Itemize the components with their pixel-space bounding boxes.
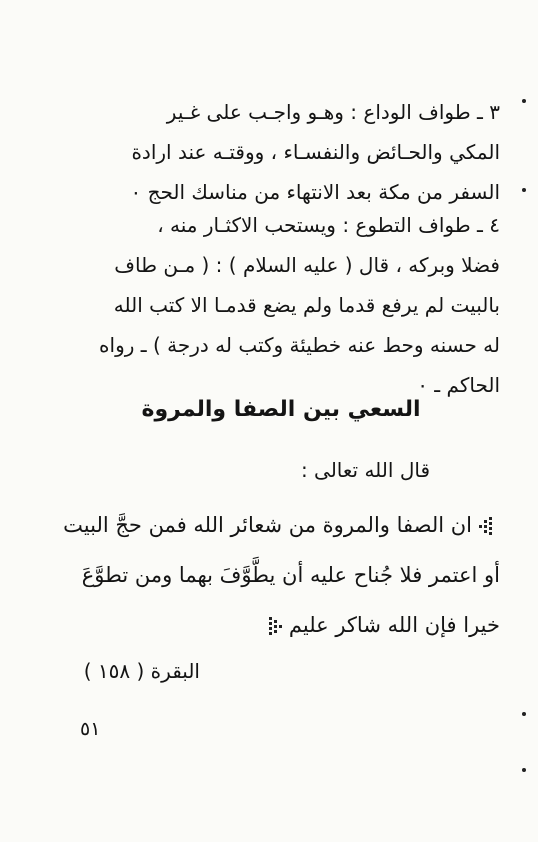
section-heading: السعي بين الصفا والمروة — [141, 397, 421, 422]
verse-line — [63, 600, 500, 650]
verse-text: خيرا فإن الله شاكر عليم — [288, 613, 500, 637]
verse-close-bracket-icon — [267, 614, 283, 640]
paragraph-voluntary-tawaf — [99, 205, 500, 405]
text-line: فضلا وبركه ، قال ( عليه السلام ) : ( مـن طاف — [114, 253, 500, 277]
margin-mark — [522, 768, 526, 772]
margin-mark — [522, 188, 526, 192]
verse-reference: البقرة ( ١٥٨ ) — [83, 659, 200, 683]
text-line: الحاكم ـ ٠ — [417, 373, 500, 397]
text-line: بالبيت لم يرفع قدما ولم يضع قدمـا الا كتب الله — [113, 293, 500, 317]
verse-line — [63, 500, 500, 550]
margin-mark — [522, 712, 526, 716]
text-line: له حسنه وحط عنه خطيئة وكتب له درجة ) ـ رواه — [99, 333, 500, 357]
quran-verse — [63, 500, 500, 650]
verse-open-bracket-icon — [478, 514, 494, 540]
verse-text: أو اعتمر فلا جُناح عليه أن يطَّوَّفَ بهما ومن تطوَّعَ — [81, 563, 500, 587]
paragraph-farewell-tawaf — [130, 92, 500, 212]
verse-text: ان الصفا والمروة من شعائر الله فمن حجَّ البيت — [63, 513, 472, 537]
text-line: ٣ ـ طواف الوداع : وهـو واجـب على غـير — [166, 100, 500, 124]
text-line: ٤ ـ طواف التطوع : ويستحب الاكثـار منه ، — [157, 213, 500, 237]
page-number: ٥١ — [80, 718, 101, 740]
text-line: المكي والحـائض والنفسـاء ، ووقتـه عند ارادة — [131, 140, 500, 164]
text-line: السفر من مكة بعد الانتهاء من مناسك الحج ٠ — [130, 180, 500, 204]
margin-mark — [522, 99, 526, 103]
verse-line — [63, 550, 500, 600]
verse-intro: قال الله تعالى : — [300, 458, 430, 482]
